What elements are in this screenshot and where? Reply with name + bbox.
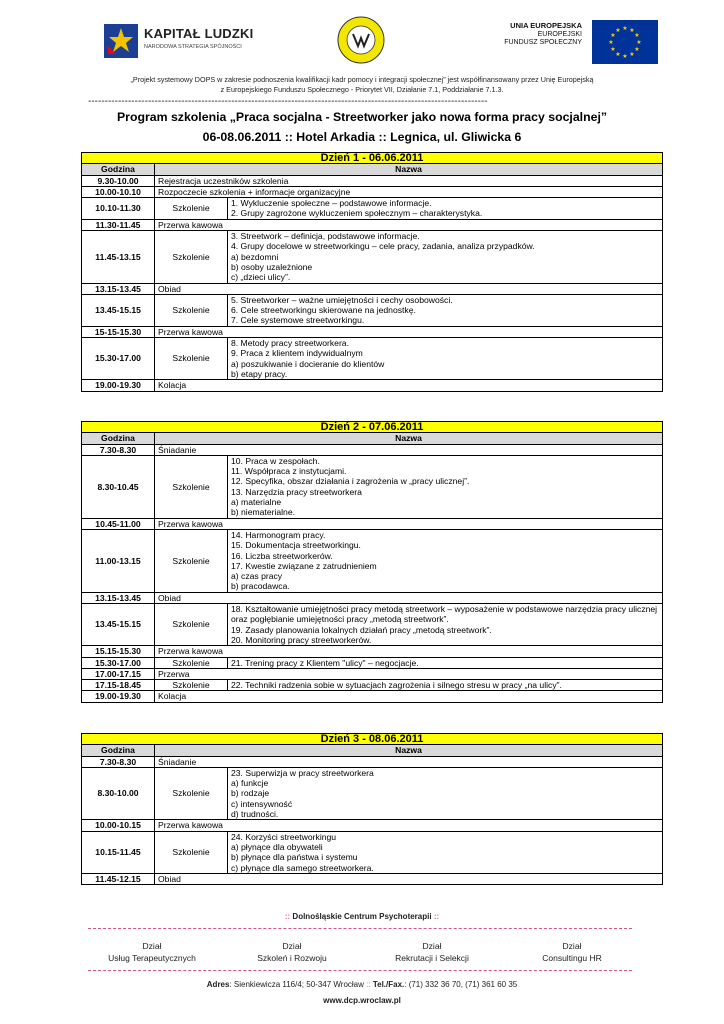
page-title: Program szkolenia „Praca socjalna - Streetworker jako nowa forma pracy socjalnej”: [116, 110, 608, 124]
session-time: 11.30-11.45: [82, 219, 155, 230]
department-1-line-1: Dział: [142, 941, 162, 951]
topic-line: c) „dzieci ulicy”.: [231, 272, 291, 283]
topic-line: a) czas pracy: [231, 571, 283, 582]
topic-line: 17. Kwestie związane z zatrudnieniem: [231, 560, 377, 571]
session-topics: [228, 231, 663, 283]
name-column-header: Nazwa: [155, 164, 663, 175]
footer-address: [0, 980, 724, 989]
svg-text:★: ★: [629, 51, 635, 58]
session-time: 19.00-19.30: [82, 691, 155, 702]
schedule-row: [82, 831, 663, 873]
session-type: Przerwa kawowa: [155, 646, 663, 657]
schedule-row: [82, 444, 663, 455]
topic-line: b) etapy pracy.: [231, 368, 288, 379]
department-1: [82, 940, 222, 964]
department-3-line-1: Dział: [422, 941, 442, 951]
kapital-ludzki-star-icon: [104, 24, 138, 58]
session-topics: [228, 198, 663, 220]
eu-line-3: FUNDUSZ SPOŁECZNY: [504, 39, 582, 46]
day-title: Dzień 1 - 06.06.2011: [82, 153, 663, 164]
topic-line: a) płynące dla obywateli: [231, 841, 323, 852]
address-value: : Sienkiewicza 116/4; 50-347 Wrocław: [229, 980, 364, 989]
project-info: [0, 75, 724, 95]
topic-line: 13. Narzędzia pracy streetworkera: [231, 486, 362, 497]
eu-line-1: UNIA EUROPEJSKA: [510, 21, 582, 30]
header-logos: [0, 14, 724, 74]
session-type: Obiad: [155, 873, 663, 884]
day-1-table: [81, 152, 663, 392]
topic-line: 6. Cele streetworkingu skierowane na jednostkę.: [231, 305, 416, 316]
schedule-row: [82, 646, 663, 657]
footer-org: [0, 912, 724, 921]
schedule-row: [82, 657, 663, 668]
session-type: Rejestracja uczestników szkolenia: [155, 175, 663, 186]
session-type: Przerwa kawowa: [155, 820, 663, 831]
session-topics: [228, 657, 663, 668]
topic-line: b) płynące dla państwa i systemu: [231, 852, 358, 863]
department-2: [222, 940, 362, 964]
column-header-row: [82, 164, 663, 175]
topic-line: a) materialne: [231, 497, 282, 508]
session-type: Śniadanie: [155, 756, 663, 767]
session-type: Przerwa kawowa: [155, 219, 663, 230]
day-title: Dzień 3 - 08.06.2011: [82, 734, 663, 745]
svg-text:★: ★: [629, 27, 635, 34]
project-line-1: „Projekt systemowy DOPS w zakresie podnoszenia kwalifikacji kadr pomocy i integracji społecznej” jest współfinansowany przez Unię Europejską: [130, 75, 594, 84]
footer-website[interactable]: www.dcp.wroclaw.pl: [323, 996, 401, 1005]
session-type: Kolacja: [155, 380, 663, 391]
footer-sep-right: ::: [433, 912, 440, 921]
svg-text:★: ★: [615, 27, 621, 34]
session-type: Szkolenie: [155, 831, 228, 873]
topic-line: 9. Praca z klientem indywidualnym: [231, 348, 363, 359]
time-column-header: Godzina: [82, 164, 155, 175]
project-line-2: z Europejskiego Funduszu Społecznego - Priorytet VII, Działanie 7.1, Poddziałanie 7.1.3.: [220, 85, 504, 94]
session-topics: [228, 294, 663, 326]
schedule-row: [82, 873, 663, 884]
schedule-row: [82, 283, 663, 294]
session-type: Szkolenie: [155, 231, 228, 283]
topic-line: b) pracodawca.: [231, 581, 290, 592]
topic-line: 15. Dokumentacja streetworkingu.: [231, 540, 361, 551]
name-column-header: Nazwa: [155, 745, 663, 756]
day-header-row: [82, 153, 663, 164]
session-time: 7.30-8.30: [82, 444, 155, 455]
session-time: 17.00-17.15: [82, 668, 155, 679]
session-time: 13.45-15.15: [82, 604, 155, 646]
schedule-row: [82, 518, 663, 529]
department-4-line-1: Dział: [562, 941, 582, 951]
session-time: 15.15-15.30: [82, 646, 155, 657]
topic-line: a) funkcje: [231, 778, 269, 789]
schedule-row: [82, 592, 663, 603]
topic-line: 7. Cele systemowe streetworkingu.: [231, 315, 365, 326]
department-3-line-2: Rekrutacji i Selekcji: [395, 953, 469, 963]
day-2-table: [81, 421, 663, 703]
address-sep: ::: [366, 980, 371, 989]
eu-logo: [488, 20, 658, 64]
day-title: Dzień 2 - 07.06.2011: [82, 422, 663, 433]
session-type: Szkolenie: [155, 455, 228, 518]
schedule-row: [82, 186, 663, 197]
session-topics: [228, 767, 663, 819]
session-type: Szkolenie: [155, 198, 228, 220]
topic-line: b) osoby uzależnione: [231, 261, 313, 272]
session-type: Szkolenie: [155, 338, 228, 380]
topic-line: 18. Kształtowanie umiejętności pracy metodą streetwork – wyposażenie w podstawowe narzędzia pracy ulicznej oraz pogłębianie umiejętności pracy „metodą streetwork”.: [231, 604, 658, 625]
header-separator: ------------------------------------------------------------------------------------------------------------------------: [88, 96, 488, 107]
topic-line: 3. Streetwork – definicja, podstawowe informacje.: [231, 231, 420, 242]
column-header-row: [82, 745, 663, 756]
session-type: Przerwa kawowa: [155, 518, 663, 529]
schedule-row: [82, 175, 663, 186]
session-topics: [228, 529, 663, 592]
topic-line: 4. Grupy docelowe w streetworkingu – cele pracy, zadania, analiza przypadków.: [231, 241, 535, 252]
schedule-row: [82, 326, 663, 337]
schedule-row: [82, 219, 663, 230]
session-time: 13.15-13.45: [82, 592, 155, 603]
schedule-row: [82, 231, 663, 283]
time-column-header: Godzina: [82, 745, 155, 756]
session-time: 13.45-15.15: [82, 294, 155, 326]
schedule-row: [82, 756, 663, 767]
session-type: Przerwa: [155, 668, 663, 679]
session-time: 15.30-17.00: [82, 338, 155, 380]
svg-text:★: ★: [610, 32, 616, 39]
topic-line: a) bezdomni: [231, 251, 279, 262]
eu-flag-icon: [592, 20, 658, 64]
footer-sep-left: ::: [284, 912, 291, 921]
session-time: 10.00-10.15: [82, 820, 155, 831]
session-time: 10.45-11.00: [82, 518, 155, 529]
session-time: 15-15-15.30: [82, 326, 155, 337]
footer-divider-bottom: [88, 970, 632, 971]
tel-value: : (71) 332 36 70, (71) 361 60 35: [404, 980, 518, 989]
topic-line: b) rodzaje: [231, 788, 270, 799]
topic-line: c) intensywność: [231, 798, 293, 809]
session-type: Szkolenie: [155, 604, 228, 646]
schedule-row: [82, 691, 663, 702]
session-time: 13.15-13.45: [82, 283, 155, 294]
session-time: 11.45-12.15: [82, 873, 155, 884]
eu-logo-text: [492, 22, 582, 48]
session-time: 10.15-11.45: [82, 831, 155, 873]
page-subtitle: 06-08.06.2011 :: Hotel Arkadia :: Legnica, ul. Gliwicka 6: [202, 130, 522, 144]
schedule-row: [82, 668, 663, 679]
department-3: [362, 940, 502, 964]
day-header-row: [82, 422, 663, 433]
topic-line: 24. Korzyści streetworkingu: [231, 831, 337, 842]
footer-departments: [82, 940, 642, 964]
session-type: Przerwa kawowa: [155, 326, 663, 337]
session-type: Rozpoczecie szkolenia + informacje organizacyjne: [155, 186, 663, 197]
eu-line-2: EUROPEJSKI: [537, 30, 582, 38]
kapital-ludzki-title: KAPITAŁ LUDZKI: [144, 26, 254, 41]
svg-text:★: ★: [608, 39, 614, 46]
svg-text:★: ★: [634, 32, 640, 39]
schedule-row: [82, 529, 663, 592]
topic-line: 16. Liczba streetworkerów.: [231, 550, 333, 561]
schedule-row: [82, 338, 663, 380]
session-topics: [228, 455, 663, 518]
topic-line: 1. Wykluczenie społeczne – podstawowe informacje.: [231, 198, 432, 209]
column-header-row: [82, 433, 663, 444]
name-column-header: Nazwa: [155, 433, 663, 444]
day-3-table: [81, 733, 663, 885]
schedule-row: [82, 604, 663, 646]
session-time: 11.45-13.15: [82, 231, 155, 283]
schedule-row: [82, 767, 663, 819]
session-type: Szkolenie: [155, 767, 228, 819]
session-type: Szkolenie: [155, 529, 228, 592]
schedule-row: [82, 680, 663, 691]
session-time: 15.30-17.00: [82, 657, 155, 668]
department-4: [502, 940, 642, 964]
session-time: 11.00-13.15: [82, 529, 155, 592]
schedule-row: [82, 820, 663, 831]
topic-line: a) poszukiwanie i docieranie do klientów: [231, 358, 385, 369]
topic-line: d) trudności.: [231, 809, 279, 820]
session-time: 8.30-10.45: [82, 455, 155, 518]
kapital-ludzki-logo: [104, 18, 254, 68]
session-time: 10.10-11.30: [82, 198, 155, 220]
svg-text:★: ★: [634, 46, 640, 53]
session-time: 17.15-18.45: [82, 680, 155, 691]
department-2-line-2: Szkoleń i Rozwoju: [257, 953, 327, 963]
topic-line: 21. Trening pracy z Klientem "ulicy" – negocjacje.: [231, 657, 419, 668]
department-4-line-2: Consultingu HR: [542, 953, 602, 963]
department-2-line-1: Dział: [282, 941, 302, 951]
footer-divider-top: [88, 928, 632, 929]
session-topics: [228, 604, 663, 646]
session-type: Szkolenie: [155, 680, 228, 691]
topic-line: 12. Specyfika, obszar działania i zagrożenia w „pracy ulicznej”.: [231, 476, 470, 487]
svg-text:★: ★: [636, 39, 642, 46]
topic-line: 22. Techniki radzenia sobie w sytuacjach zagrożenia i silnego stresu w pracy „na ulicy”.: [231, 680, 562, 691]
topic-line: c) płynące dla samego streetworkera.: [231, 862, 374, 873]
session-time: 10.00-10.10: [82, 186, 155, 197]
svg-text:★: ★: [615, 51, 621, 58]
session-time: 8.30-10.00: [82, 767, 155, 819]
svg-text:★: ★: [622, 25, 628, 32]
session-time: 7.30-8.30: [82, 756, 155, 767]
footer-org-name: Dolnośląskie Centrum Psychoterapii: [292, 912, 432, 921]
topic-line: 23. Superwizja w pracy streetworkera: [231, 767, 374, 778]
session-type: Szkolenie: [155, 294, 228, 326]
topic-line: 14. Harmonogram pracy.: [231, 529, 326, 540]
session-time: 19.00-19.30: [82, 380, 155, 391]
session-topics: [228, 680, 663, 691]
schedule-row: [82, 198, 663, 220]
session-topics: [228, 831, 663, 873]
topic-line: 8. Metody pracy streetworkera.: [231, 338, 349, 349]
session-type: Obiad: [155, 592, 663, 603]
topic-line: 11. Współpraca z instytucjami.: [231, 466, 347, 477]
department-1-line-2: Usług Terapeutycznych: [108, 953, 196, 963]
address-label: Adres: [206, 980, 230, 989]
session-type: Szkolenie: [155, 657, 228, 668]
topic-line: 19. Zasady planowania lokalnych działań pracy „metodą streetwork”.: [231, 624, 492, 635]
schedule-row: [82, 455, 663, 518]
time-column-header: Godzina: [82, 433, 155, 444]
topic-line: 20. Monitoring pracy streetworkerów.: [231, 634, 372, 645]
session-type: Obiad: [155, 283, 663, 294]
ops-seal-logo: [336, 14, 386, 66]
session-time: 9.30-10.00: [82, 175, 155, 186]
session-type: Śniadanie: [155, 444, 663, 455]
topic-line: b) niematerialne.: [231, 507, 296, 518]
topic-line: 2. Grupy zagrożone wykluczeniem społecznym – charakterystyka.: [231, 208, 483, 219]
kapital-ludzki-subtitle: NARODOWA STRATEGIA SPÓJNOŚCI: [144, 44, 242, 50]
svg-text:★: ★: [610, 46, 616, 53]
session-topics: [228, 338, 663, 380]
svg-text:★: ★: [622, 53, 628, 60]
day-header-row: [82, 734, 663, 745]
topic-line: 10. Praca w zespołach.: [231, 455, 320, 466]
tel-label: Tel./Fax.: [372, 980, 405, 989]
schedule-row: [82, 294, 663, 326]
session-type: Kolacja: [155, 691, 663, 702]
schedule-row: [82, 380, 663, 391]
topic-line: 5. Streetworker – ważne umiejętności i cechy osobowości.: [231, 294, 453, 305]
